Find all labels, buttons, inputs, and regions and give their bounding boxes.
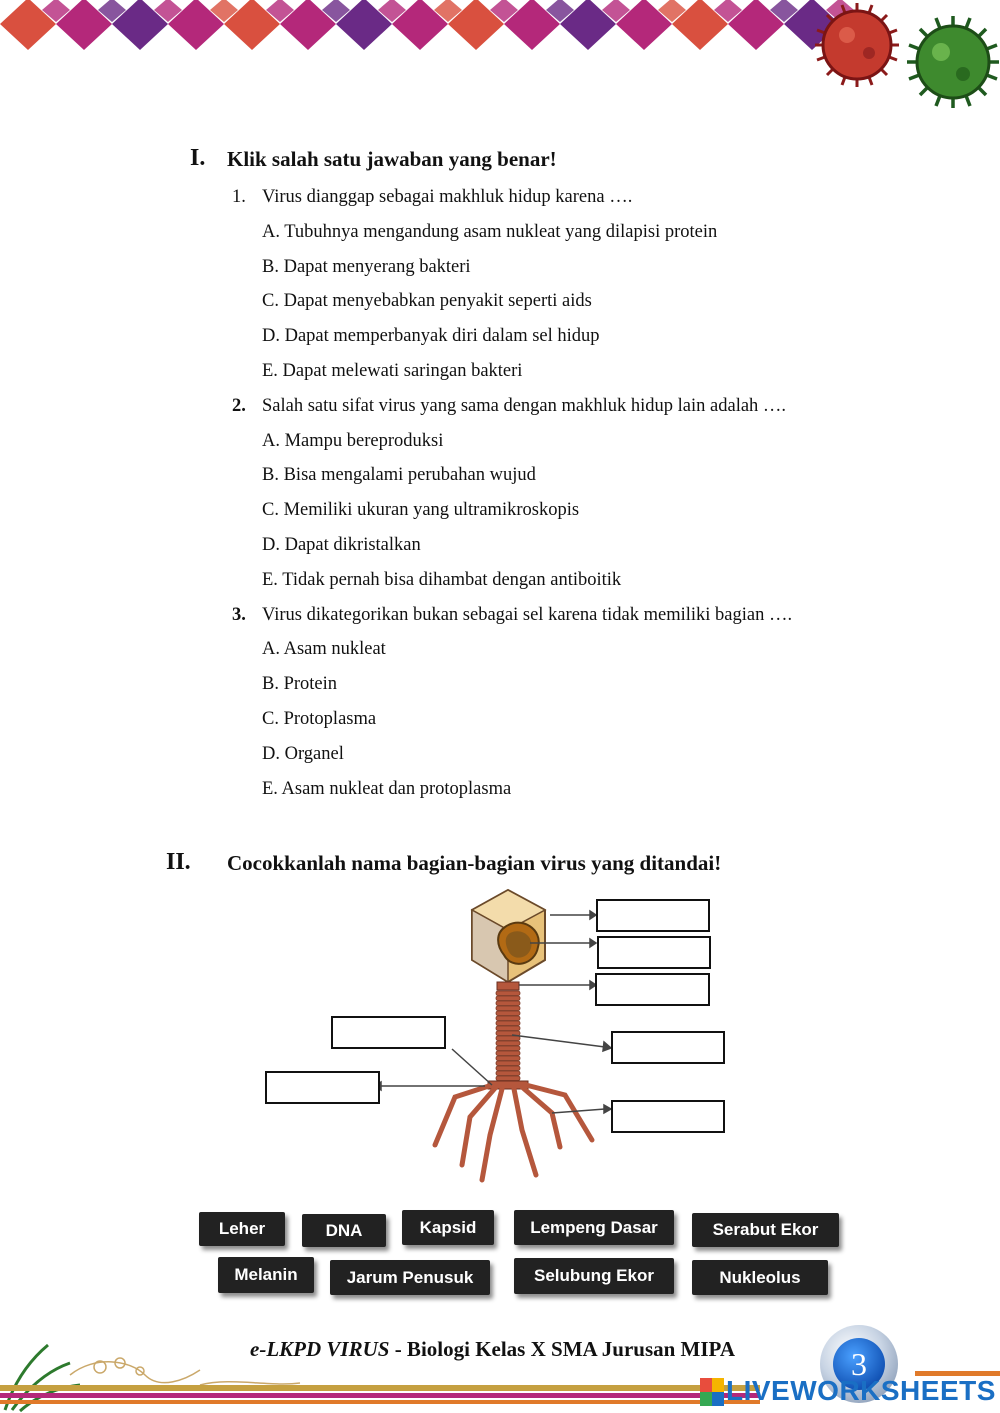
virus-decoration-icon: [805, 0, 1000, 110]
tail-fibers: [435, 1085, 592, 1180]
answer-option[interactable]: D. Organel: [262, 743, 344, 764]
tag-lempeng-dasar[interactable]: Lempeng Dasar: [514, 1210, 674, 1245]
answer-option[interactable]: E. Asam nukleat dan protoplasma: [262, 778, 512, 799]
tag-nukleolus[interactable]: Nukleolus: [692, 1260, 828, 1295]
sheath-ring: [496, 1066, 520, 1071]
sheath-ring: [496, 991, 520, 996]
sheath-ring: [496, 1041, 520, 1046]
answer-option[interactable]: B. Protein: [262, 674, 338, 695]
question-number: 3.: [232, 604, 246, 625]
answer-option[interactable]: D. Dapat memperbanyak diri dalam sel hidup: [262, 326, 600, 347]
tag-selubung-ekor[interactable]: Selubung Ekor: [514, 1258, 674, 1294]
sheath-ring: [496, 1021, 520, 1026]
answer-option[interactable]: B. Bisa mengalami perubahan wujud: [262, 465, 536, 486]
footer-title: [250, 1337, 735, 1362]
answer-option[interactable]: A. Mampu bereproduksi: [262, 430, 444, 451]
sheath-ring: [496, 1036, 520, 1041]
tag-melanin[interactable]: Melanin: [218, 1257, 314, 1293]
answer-box-head[interactable]: [596, 899, 710, 932]
sheath-ring: [496, 1076, 520, 1081]
answer-box-sheath[interactable]: [611, 1031, 725, 1064]
sheath-ring: [496, 1016, 520, 1021]
answer-option[interactable]: C. Dapat menyebabkan penyakit seperti aids: [262, 291, 592, 312]
tag-dna[interactable]: DNA: [302, 1214, 386, 1247]
question-text: Salah satu sifat virus yang sama dengan makhluk hidup lain adalah ….: [262, 395, 787, 416]
sheath-ring: [496, 1046, 520, 1051]
question-number: 2.: [232, 395, 246, 416]
liveworksheets-logo-icon: [700, 1378, 724, 1406]
answer-option[interactable]: C. Protoplasma: [262, 709, 377, 729]
answer-option[interactable]: D. Dapat dikristalkan: [262, 535, 421, 555]
sheath-ring: [496, 1006, 520, 1011]
liveworksheets-brand: LIVEWORKSHEETS: [726, 1375, 996, 1406]
question-number: 1.: [232, 187, 246, 207]
phage-head: [472, 890, 545, 982]
sheath-ring: [496, 1071, 520, 1076]
answer-option[interactable]: A. Asam nukleat: [262, 639, 386, 660]
answer-option[interactable]: E. Dapat melewati saringan bakteri: [262, 361, 523, 381]
answer-option[interactable]: A. Tubuhnya mengandung asam nukleat yang dilapisi protein: [262, 221, 718, 242]
page-number: 3: [833, 1338, 885, 1390]
tag-serabut-ekor[interactable]: Serabut Ekor: [692, 1213, 839, 1247]
footer-title-italic: e-LKPD VIRUS: [250, 1337, 390, 1361]
footer-title-rest: - Biologi Kelas X SMA Jurusan MIPA: [389, 1337, 735, 1361]
section-1-title: Klik salah satu jawaban yang benar!: [227, 147, 557, 171]
answer-option[interactable]: B. Dapat menyerang bakteri: [262, 256, 471, 277]
sheath-ring: [496, 1011, 520, 1016]
answer-option[interactable]: E. Tidak pernah bisa dihambat dengan antiboitik: [262, 569, 622, 590]
answer-box-baseplate[interactable]: [265, 1071, 380, 1104]
sheath-ring: [496, 1056, 520, 1061]
section-2-title: Cocokkanlah nama bagian-bagian virus yang ditandai!: [227, 851, 722, 875]
sheath-ring: [496, 1026, 520, 1031]
question-text: Virus dikategorikan bukan sebagai sel karena tidak memiliki bagian ….: [262, 604, 793, 625]
section-2-number: II.: [166, 849, 191, 875]
answer-box-fiber-top[interactable]: [331, 1016, 446, 1049]
section-1-number: I.: [190, 145, 206, 171]
tag-leher[interactable]: Leher: [199, 1212, 285, 1246]
sheath-ring: [496, 996, 520, 1001]
tag-jarum-penusuk[interactable]: Jarum Penusuk: [330, 1260, 490, 1295]
sheath-ring: [496, 1051, 520, 1056]
sheath-ring: [496, 1001, 520, 1006]
question-text: Virus dianggap sebagai makhluk hidup karena ….: [262, 187, 633, 207]
sheath-ring: [496, 1061, 520, 1066]
answer-option[interactable]: C. Memiliki ukuran yang ultramikroskopis: [262, 500, 580, 521]
answer-box-fiber-right[interactable]: [611, 1100, 725, 1133]
answer-box-collar[interactable]: [595, 973, 710, 1006]
answer-box-nucleic[interactable]: [597, 936, 711, 969]
tag-kapsid[interactable]: Kapsid: [402, 1210, 494, 1245]
